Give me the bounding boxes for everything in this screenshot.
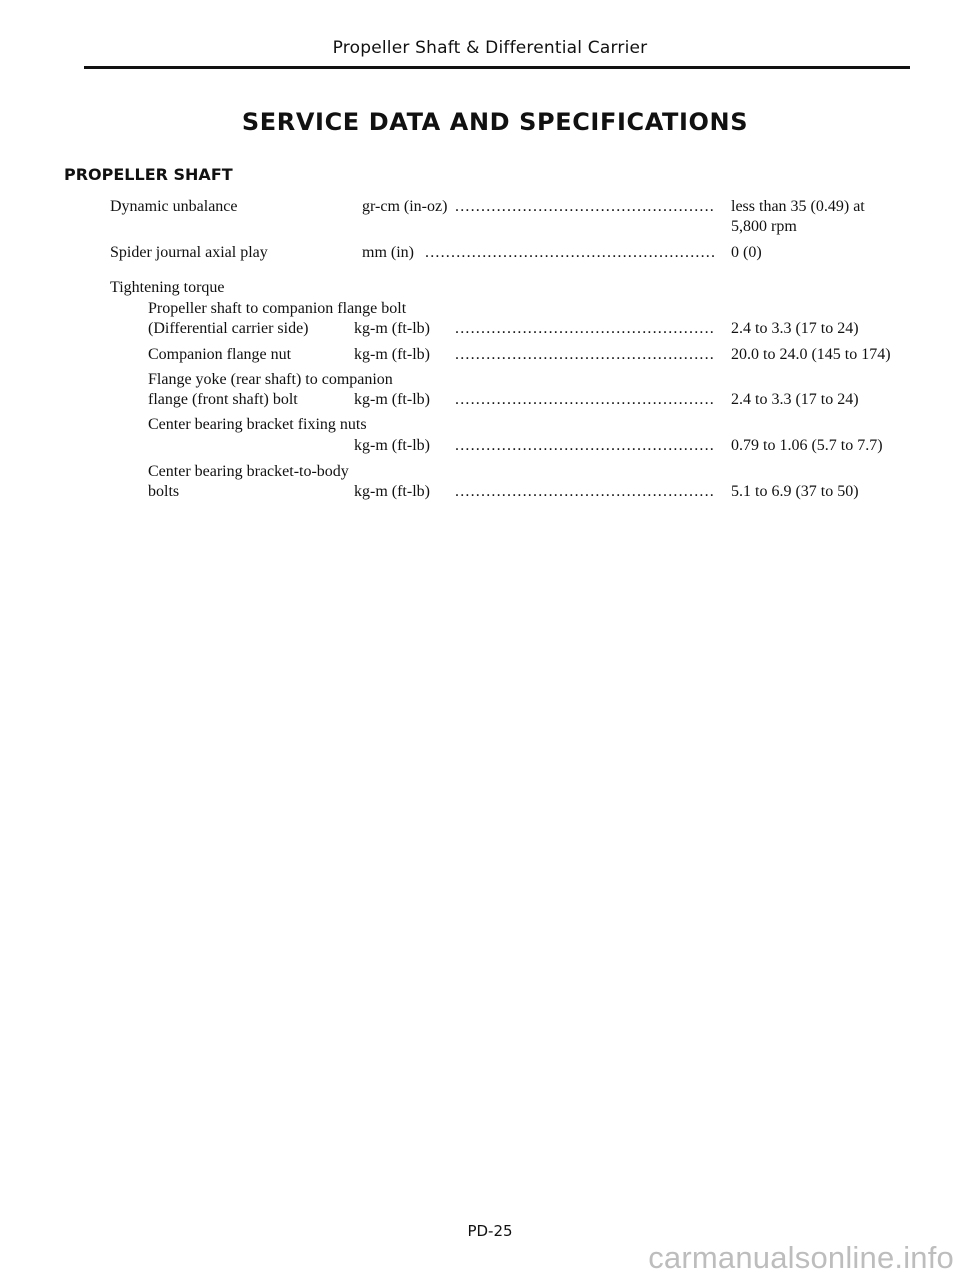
torque-label: Companion flange nut <box>148 346 292 363</box>
spec-value: 20.0 to 24.0 (145 to 174) <box>731 346 891 363</box>
spec-value: 5.1 to 6.9 (37 to 50) <box>731 483 859 500</box>
page-title: SERVICE DATA AND SPECIFICATIONS <box>241 108 749 136</box>
spec-unit: kg-m (ft-lb) <box>354 483 430 500</box>
dot-leader <box>455 197 715 217</box>
header-rule <box>84 66 910 69</box>
torque-label-cont: bolts <box>148 483 180 500</box>
dot-leader <box>455 345 715 365</box>
spec-value-cont: 5,800 rpm <box>731 218 797 235</box>
spec-unit: gr-cm (in-oz) <box>362 198 448 215</box>
spec-value: 0 (0) <box>731 244 762 261</box>
spec-value: 0.79 to 1.06 (5.7 to 7.7) <box>731 437 883 454</box>
torque-label-cont: (Differential carrier side) <box>148 320 309 337</box>
spec-unit: kg-m (ft-lb) <box>354 320 430 337</box>
dot-leader <box>455 390 715 410</box>
spec-unit: kg-m (ft-lb) <box>354 437 430 454</box>
spec-value: 2.4 to 3.3 (17 to 24) <box>731 320 859 337</box>
torque-label: Propeller shaft to companion flange bolt <box>148 300 407 317</box>
torque-label-cont: flange (front shaft) bolt <box>148 391 298 408</box>
subsection-heading: Tightening torque <box>110 279 225 296</box>
section-heading: PROPELLER SHAFT <box>64 165 233 184</box>
torque-label: Center bearing bracket-to-body <box>148 463 349 480</box>
torque-label: Center bearing bracket fixing nuts <box>148 416 367 433</box>
spec-label-dynamic-unbalance: Dynamic unbalance <box>110 198 238 215</box>
dot-leader <box>455 482 715 502</box>
spec-unit: kg-m (ft-lb) <box>354 346 430 363</box>
running-header: Propeller Shaft & Differential Carrier <box>332 38 648 58</box>
spec-value: less than 35 (0.49) at <box>731 198 865 215</box>
spec-unit: kg-m (ft-lb) <box>354 391 430 408</box>
torque-label: Flange yoke (rear shaft) to companion <box>148 371 393 388</box>
dot-leader <box>455 319 715 339</box>
spec-unit: mm (in) <box>362 244 414 261</box>
dot-leader <box>455 436 715 456</box>
dot-leader <box>425 243 715 263</box>
spec-label-spider-play: Spider journal axial play <box>110 244 268 261</box>
spec-value: 2.4 to 3.3 (17 to 24) <box>731 391 859 408</box>
page-number: PD-25 <box>467 1222 513 1240</box>
watermark: carmanualsonline.info <box>648 1240 954 1275</box>
